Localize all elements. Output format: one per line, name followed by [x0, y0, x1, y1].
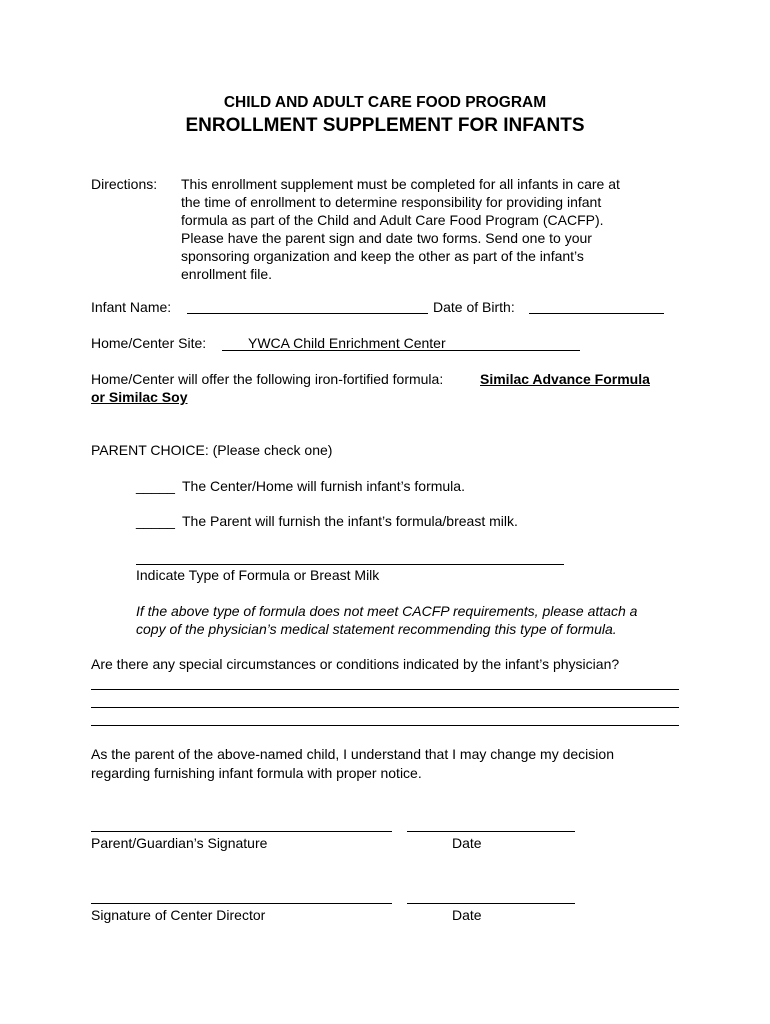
option-center-furnish-label: The Center/Home will furnish infant’s formula. [182, 478, 465, 494]
special-circumstances-line-3[interactable] [91, 725, 679, 726]
option-center-furnish-blank[interactable]: _____ [136, 478, 175, 494]
special-circumstances-question: Are there any special circumstances or conditions indicated by the infant’s physician? [91, 656, 620, 672]
directions-line: formula as part of the Child and Adult Care Food Program (CACFP). [181, 212, 604, 228]
directions-line: This enrollment supplement must be completed for all infants in care at [181, 176, 620, 192]
infant-name-label: Infant Name: [91, 299, 172, 315]
physician-note-line: copy of the physician’s medical statement recommending this type of formula. [136, 621, 617, 637]
parent-signature-field[interactable] [91, 831, 392, 832]
parent-date-label: Date [452, 835, 482, 851]
formula-offer-label: Home/Center will offer the following iron-fortified formula: [91, 371, 444, 387]
directions-line: sponsoring organization and keep the other as part of the infant’s [181, 248, 584, 264]
formula-offer-value-cont: or Similac Soy [91, 389, 188, 405]
directions-text [181, 175, 681, 283]
director-date-field[interactable] [407, 903, 575, 904]
acknowledgement-line: As the parent of the above-named child, I understand that I may change my decision [91, 746, 614, 762]
directions-label: Directions: [91, 176, 158, 192]
site-label: Home/Center Site: [91, 335, 207, 351]
form-title-supplement: ENROLLMENT SUPPLEMENT FOR INFANTS [185, 115, 585, 136]
directions-line: enrollment file. [181, 266, 273, 282]
physician-note-line: If the above type of formula does not meet CACFP requirements, please attach a [136, 603, 638, 619]
dob-label: Date of Birth: [433, 299, 515, 315]
director-signature-label: Signature of Center Director [91, 907, 266, 923]
infant-name-field[interactable] [187, 313, 428, 314]
directions-line: the time of enrollment to determine responsibility for providing infant [181, 194, 602, 210]
special-circumstances-line-1[interactable] [91, 689, 679, 690]
site-value: YWCA Child Enrichment Center [248, 335, 446, 351]
special-circumstances-line-2[interactable] [91, 707, 679, 708]
dob-field[interactable] [529, 313, 664, 314]
formula-offer-value: Similac Advance Formula [480, 371, 650, 387]
parent-date-field[interactable] [407, 831, 575, 832]
formula-type-field[interactable] [136, 564, 564, 565]
formula-type-label: Indicate Type of Formula or Breast Milk [136, 567, 380, 583]
parent-signature-label: Parent/Guardian’s Signature [91, 835, 268, 851]
directions-line: Please have the parent sign and date two forms. Send one to your [181, 230, 592, 246]
option-parent-furnish-blank[interactable]: _____ [136, 513, 175, 529]
option-parent-furnish-label: The Parent will furnish the infant’s formula/breast milk. [182, 513, 518, 529]
director-signature-field[interactable] [91, 903, 392, 904]
form-title-program: CHILD AND ADULT CARE FOOD PROGRAM [223, 94, 547, 111]
director-date-label: Date [452, 907, 482, 923]
acknowledgement-line: regarding furnishing infant formula with proper notice. [91, 765, 422, 781]
parent-choice-heading: PARENT CHOICE: (Please check one) [91, 442, 333, 458]
